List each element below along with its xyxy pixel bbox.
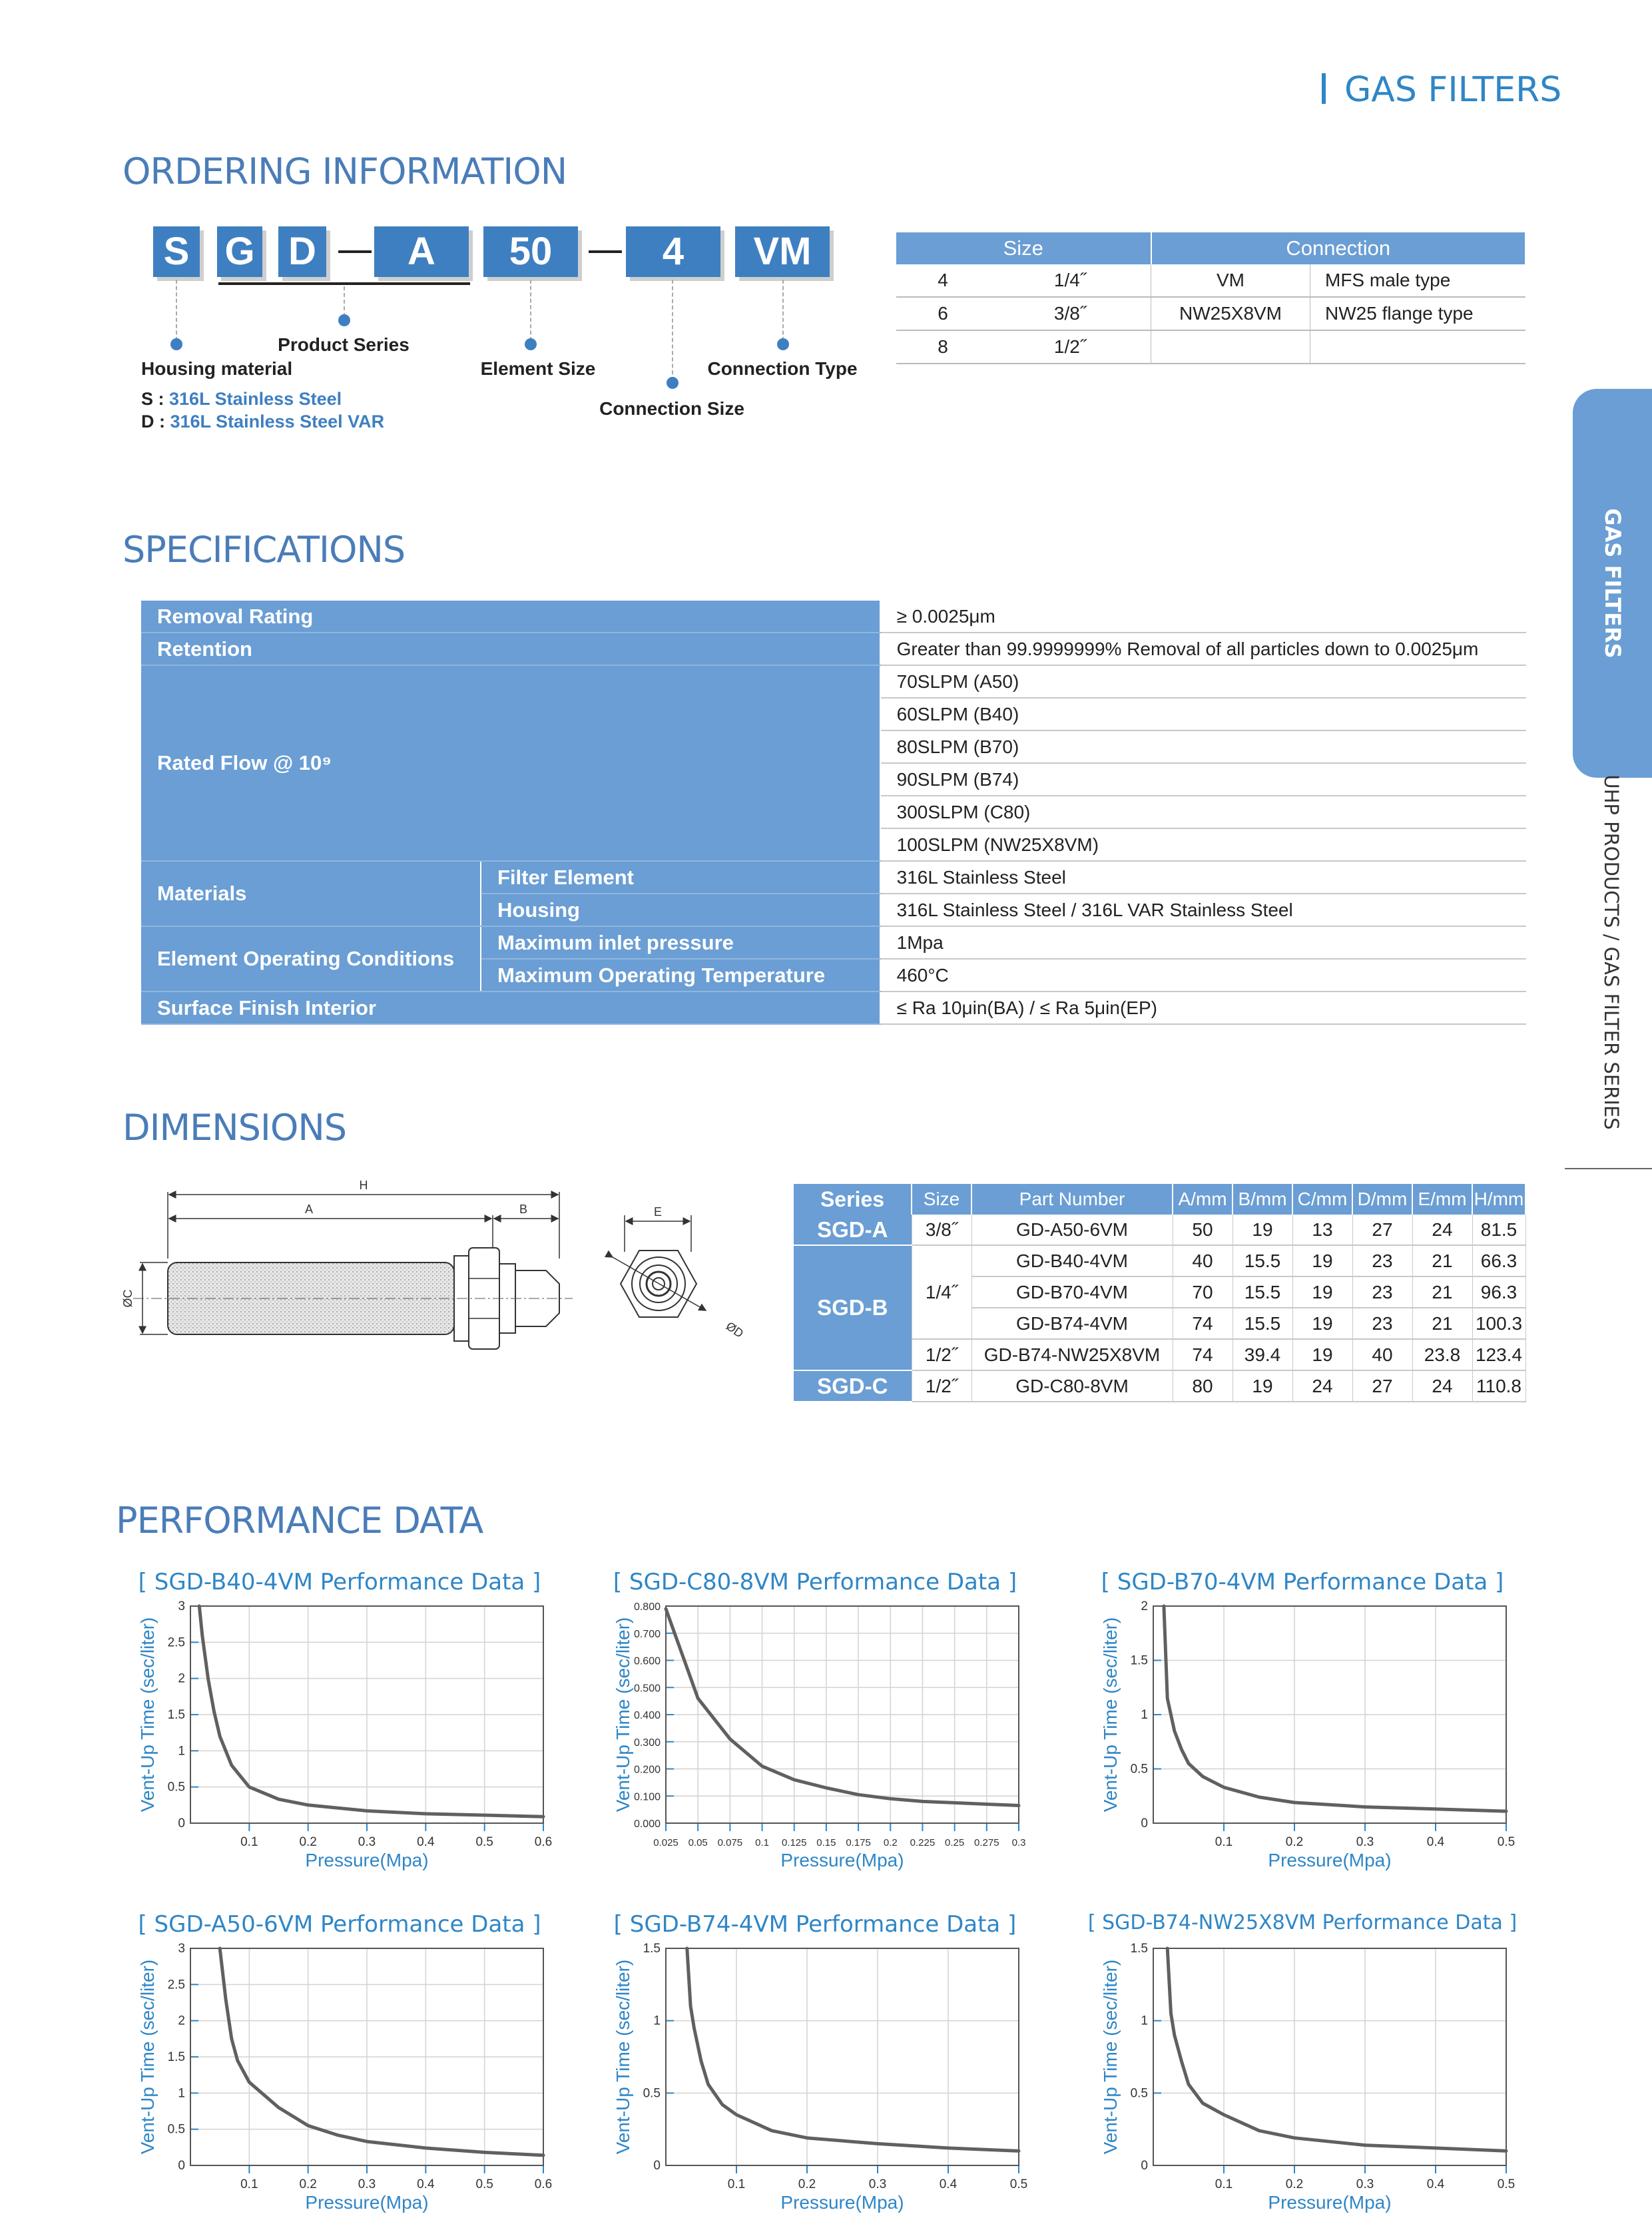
cell: 66.3	[1472, 1245, 1525, 1276]
y-tick-label: 2.5	[167, 1635, 185, 1650]
cell: 19	[1292, 1308, 1352, 1339]
x-axis-label: Pressure(Mpa)	[780, 2192, 904, 2213]
y-tick-label: 2.5	[167, 1978, 185, 1992]
page-header	[1322, 70, 1561, 110]
y-axis-label: Vent-Up Time (sec/liter)	[137, 1959, 158, 2155]
x-tick-label: 0.05	[688, 1837, 708, 1848]
spec-value: 90SLPM (B74)	[880, 763, 1526, 796]
spec-value: 1Mpa	[880, 926, 1526, 959]
size-cell: 1/4˝	[912, 1245, 971, 1339]
chart-sgd-b74	[582, 1911, 1048, 2231]
x-tick-label: 0.1	[727, 2177, 746, 2191]
dim-label-h: H	[359, 1179, 368, 1192]
spec-value: 316L Stainless Steel / 316L VAR Stainless Steel	[880, 894, 1526, 926]
y-tick-label: 0	[1141, 1817, 1148, 1830]
performance-title: PERFORMANCE DATA	[116, 1500, 483, 1541]
x-tick-label: 0.3	[358, 1835, 376, 1848]
y-tick-label: 3	[178, 1942, 185, 1956]
header-d: D/mm	[1352, 1184, 1412, 1215]
y-tick-label: 0.200	[633, 1764, 661, 1776]
plot-frame	[666, 1948, 1019, 2165]
y-tick-label: 1	[1141, 2014, 1148, 2028]
x-axis-label: Pressure(Mpa)	[305, 2192, 429, 2213]
table-row	[896, 297, 1525, 330]
header-part-number: Part Number	[971, 1184, 1173, 1215]
cell: 3/8˝	[989, 297, 1151, 330]
code-dash-1	[338, 250, 372, 253]
chart-plot	[582, 1911, 1048, 2191]
side-divider	[1565, 1168, 1652, 1169]
x-tick-label: 0.2	[1285, 1835, 1304, 1848]
product-series-underline	[218, 282, 470, 285]
chart-plot	[582, 1569, 1048, 1848]
x-tick-label: 0.5	[1009, 2177, 1028, 2191]
table-row	[896, 264, 1525, 297]
y-axis-label: Vent-Up Time (sec/liter)	[613, 1617, 633, 1813]
y-tick-label: 0.500	[633, 1683, 661, 1695]
cell: GD-A50-6VM	[971, 1215, 1173, 1245]
table-row	[141, 861, 1526, 894]
code-box-g: G	[217, 226, 262, 277]
series-line	[220, 1948, 543, 2155]
y-tick-label: 0.600	[633, 1655, 661, 1667]
size-cell: 3/8˝	[912, 1215, 971, 1245]
label-product-series: Product Series	[278, 334, 410, 355]
header-series: Series	[794, 1184, 912, 1215]
x-tick-label: 0.1	[1215, 1835, 1233, 1848]
chart-sgd-b40	[107, 1569, 573, 1888]
table-header-row	[794, 1184, 1525, 1215]
spec-value: 70SLPM (A50)	[880, 665, 1526, 698]
x-axis-label: Pressure(Mpa)	[1268, 1850, 1392, 1870]
cell: 19	[1292, 1339, 1352, 1370]
side-tab[interactable]	[1573, 389, 1652, 778]
y-tick-label: 0	[178, 2159, 185, 2173]
table-row	[141, 665, 1526, 698]
x-tick-label: 0.5	[475, 2177, 493, 2191]
y-tick-label: 0.100	[633, 1791, 661, 1803]
series-line	[666, 1609, 1019, 1805]
series-cell: SGD-C	[794, 1370, 912, 1402]
y-tick-label: 1	[178, 2086, 185, 2101]
series-line	[199, 1606, 543, 1817]
x-tick-label: 0.3	[358, 2177, 376, 2191]
cell: 19	[1233, 1215, 1292, 1245]
x-axis-label: Pressure(Mpa)	[780, 1850, 904, 1870]
x-tick-label: 0.075	[717, 1837, 743, 1848]
cell: 15.5	[1233, 1245, 1292, 1276]
cell: 100.3	[1472, 1308, 1525, 1339]
x-tick-label: 0.5	[475, 1835, 493, 1848]
series-line	[1167, 1948, 1506, 2151]
spec-sublabel: Maximum Operating Temperature	[481, 959, 880, 991]
x-tick-label: 0.2	[299, 2177, 317, 2191]
cell: 74	[1173, 1308, 1233, 1339]
y-tick-label: 0	[1141, 2159, 1148, 2173]
y-tick-label: 2	[178, 1671, 185, 1686]
code-box-element-size: 50	[483, 226, 578, 277]
cell: 24	[1412, 1370, 1472, 1402]
chart-title: [ SGD-B74-4VM Performance Data ]	[613, 1911, 1017, 1938]
code-dash-2	[589, 250, 622, 253]
material-option-d: D : 316L Stainless Steel VAR	[141, 412, 385, 431]
y-tick-label: 2	[1141, 1599, 1148, 1613]
x-tick-label: 0.3	[1356, 2177, 1374, 2191]
leader-series	[344, 286, 345, 317]
x-tick-label: 0.4	[417, 2177, 435, 2191]
y-axis-label: Vent-Up Time (sec/liter)	[1100, 1617, 1121, 1813]
code-box-connection-size: 4	[626, 226, 720, 277]
table-row	[794, 1215, 1525, 1245]
material-option-s: S : 316L Stainless Steel	[141, 389, 342, 409]
y-tick-label: 0.5	[167, 1780, 185, 1795]
specifications-table	[141, 601, 1526, 1025]
chart-plot	[1069, 1569, 1535, 1848]
label-connection-type: Connection Type	[707, 358, 858, 379]
cell: 74	[1173, 1339, 1233, 1370]
dimensions-table	[794, 1184, 1526, 1402]
cell: 24	[1412, 1215, 1472, 1245]
side-tab-label: GAS FILTERS	[1600, 508, 1625, 659]
series-cell: SGD-A	[794, 1215, 912, 1245]
y-axis-label: Vent-Up Time (sec/liter)	[613, 1959, 633, 2155]
dot-series	[338, 314, 350, 326]
x-tick-label: 0.1	[755, 1837, 769, 1848]
cell: 13	[1292, 1215, 1352, 1245]
cell: 110.8	[1472, 1370, 1525, 1402]
y-tick-label: 1.5	[643, 1942, 661, 1956]
dot-conn-type	[777, 338, 789, 350]
x-tick-label: 0.5	[1497, 1835, 1515, 1848]
cell: 21	[1412, 1245, 1472, 1276]
spec-value: 100SLPM (NW25X8VM)	[880, 828, 1526, 861]
leader-conn-size	[672, 280, 673, 381]
spec-value: 300SLPM (C80)	[880, 796, 1526, 828]
y-tick-label: 1.5	[167, 1708, 185, 1722]
dim-label-a: A	[304, 1203, 314, 1216]
cell: 21	[1412, 1308, 1472, 1339]
label-housing-material: Housing material	[141, 358, 293, 379]
cell: 8	[896, 330, 989, 364]
chart-sgd-b70	[1069, 1569, 1535, 1888]
y-tick-label: 1	[178, 1744, 185, 1759]
code-box-connection-type: VM	[735, 226, 830, 277]
cell: 23	[1352, 1276, 1412, 1308]
cell: 50	[1173, 1215, 1233, 1245]
series-line	[1164, 1606, 1506, 1811]
chart-sgd-b74-nw25	[1069, 1911, 1535, 2231]
spec-value: 80SLPM (B70)	[880, 730, 1526, 763]
spec-label: Surface Finish Interior	[141, 991, 880, 1024]
spec-value: 60SLPM (B40)	[880, 698, 1526, 730]
chart-sgd-c80	[582, 1569, 1048, 1888]
chart-title: [ SGD-B70-4VM Performance Data ]	[1101, 1569, 1504, 1595]
cell: 40	[1173, 1245, 1233, 1276]
x-tick-label: 0.2	[1285, 2177, 1304, 2191]
y-tick-label: 3	[178, 1599, 185, 1613]
cell: 1/4˝	[989, 264, 1151, 297]
header-h: H/mm	[1472, 1184, 1525, 1215]
y-tick-label: 1.5	[1130, 1942, 1148, 1956]
header-size: Size	[896, 232, 1151, 264]
cell: 123.4	[1472, 1339, 1525, 1370]
cell: MFS male type	[1310, 264, 1526, 297]
cell: 23.8	[1412, 1339, 1472, 1370]
x-tick-label: 0.15	[816, 1837, 836, 1848]
x-tick-label: 0.275	[974, 1837, 999, 1848]
spec-value: 460°C	[880, 959, 1526, 991]
x-tick-label: 0.6	[534, 2177, 553, 2191]
cell: 15.5	[1233, 1276, 1292, 1308]
cell: 96.3	[1472, 1276, 1525, 1308]
x-tick-label: 0.4	[939, 2177, 958, 2191]
dot-element	[525, 338, 537, 350]
cell: GD-B40-4VM	[971, 1245, 1173, 1276]
y-tick-label: 0.5	[1130, 2086, 1148, 2101]
header-connection: Connection	[1151, 232, 1526, 264]
cell: 23	[1352, 1308, 1412, 1339]
x-tick-label: 0.2	[883, 1837, 898, 1848]
cell: 6	[896, 297, 989, 330]
y-tick-label: 0.400	[633, 1710, 661, 1721]
x-tick-label: 0.225	[910, 1837, 936, 1848]
chart-title: [ SGD-B74-NW25X8VM Performance Data ]	[1087, 1911, 1517, 1934]
specifications-title: SPECIFICATIONS	[123, 529, 406, 571]
x-tick-label: 0.25	[945, 1837, 965, 1848]
cell: 70	[1173, 1276, 1233, 1308]
x-tick-label: 0.025	[653, 1837, 679, 1848]
y-tick-label: 0.800	[633, 1601, 661, 1613]
table-row	[794, 1370, 1525, 1402]
chart-plot	[107, 1911, 573, 2191]
side-category-text: UHP PRODUCTS / GAS FILTER SERIES	[1600, 774, 1623, 1130]
x-tick-label: 0.4	[417, 1835, 435, 1848]
spec-label: Materials	[141, 861, 481, 926]
x-tick-label: 0.3	[1011, 1837, 1026, 1848]
y-axis-label: Vent-Up Time (sec/liter)	[137, 1617, 158, 1813]
header-a: A/mm	[1173, 1184, 1233, 1215]
cell: 80	[1173, 1370, 1233, 1402]
table-row	[141, 926, 1526, 959]
cell: 24	[1292, 1370, 1352, 1402]
dim-label-d: ØD	[723, 1319, 746, 1341]
cell: 21	[1412, 1276, 1472, 1308]
x-tick-label: 0.125	[781, 1837, 807, 1848]
cell: 19	[1233, 1370, 1292, 1402]
x-tick-label: 0.1	[1215, 2177, 1233, 2191]
chart-sgd-a50	[107, 1911, 573, 2231]
spec-value: 316L Stainless Steel	[880, 861, 1526, 894]
leader-conn-type	[782, 280, 784, 341]
spec-value: Greater than 99.9999999% Removal of all particles down to 0.0025μm	[880, 633, 1526, 665]
x-tick-label: 0.3	[868, 2177, 887, 2191]
header-e: E/mm	[1412, 1184, 1472, 1215]
chart-plot	[1069, 1911, 1535, 2191]
y-tick-label: 0.700	[633, 1628, 661, 1640]
x-tick-label: 0.5	[1497, 2177, 1515, 2191]
x-tick-label: 0.1	[240, 1835, 258, 1848]
x-tick-label: 0.3	[1356, 1835, 1374, 1848]
label-element-size: Element Size	[480, 358, 596, 379]
x-tick-label: 0.2	[299, 1835, 317, 1848]
cell	[1151, 330, 1310, 364]
spec-label: Element Operating Conditions	[141, 926, 481, 991]
spec-sublabel: Maximum inlet pressure	[481, 926, 880, 959]
y-tick-label: 0.5	[643, 2086, 661, 2101]
cell: GD-B74-4VM	[971, 1308, 1173, 1339]
table-header-row	[896, 232, 1525, 264]
table-row	[141, 601, 1526, 633]
header-b: B/mm	[1233, 1184, 1292, 1215]
x-axis-label: Pressure(Mpa)	[305, 1850, 429, 1870]
cell	[1310, 330, 1526, 364]
y-tick-label: 0.5	[1130, 1762, 1148, 1777]
code-box-series: A	[374, 226, 469, 277]
chart-plot	[107, 1569, 573, 1848]
code-box-d: D	[278, 226, 326, 277]
size-cell: 1/2˝	[912, 1370, 971, 1402]
dimensions-title: DIMENSIONS	[123, 1107, 346, 1149]
dim-label-e: E	[653, 1205, 663, 1219]
y-tick-label: 1.5	[1130, 1653, 1148, 1668]
table-row	[794, 1245, 1525, 1276]
cell: NW25X8VM	[1151, 297, 1310, 330]
header-c: C/mm	[1292, 1184, 1352, 1215]
table-row	[141, 991, 1526, 1024]
cell: GD-B70-4VM	[971, 1276, 1173, 1308]
x-tick-label: 0.2	[798, 2177, 816, 2191]
cell: VM	[1151, 264, 1310, 297]
cell: 19	[1292, 1245, 1352, 1276]
cell: GD-C80-8VM	[971, 1370, 1173, 1402]
chart-title: [ SGD-A50-6VM Performance Data ]	[138, 1911, 541, 1938]
x-tick-label: 0.4	[1426, 2177, 1445, 2191]
x-tick-label: 0.6	[534, 1835, 553, 1848]
table-row	[141, 633, 1526, 665]
x-axis-label: Pressure(Mpa)	[1268, 2192, 1392, 2213]
size-connection-table	[896, 232, 1526, 364]
cell: 39.4	[1233, 1339, 1292, 1370]
spec-sublabel: Housing	[481, 894, 880, 926]
leader-housing	[176, 280, 177, 341]
y-tick-label: 0	[653, 2159, 661, 2173]
cell: 19	[1292, 1276, 1352, 1308]
cell: 1/2˝	[989, 330, 1151, 364]
header-bar	[1322, 73, 1326, 104]
cell: 23	[1352, 1245, 1412, 1276]
cell: 40	[1352, 1339, 1412, 1370]
cell: NW25 flange type	[1310, 297, 1526, 330]
y-tick-label: 0	[178, 1817, 185, 1830]
x-tick-label: 0.175	[846, 1837, 871, 1848]
spec-value: ≤ Ra 10μin(BA) / ≤ Ra 5μin(EP)	[880, 991, 1526, 1024]
code-box-housing: S	[153, 226, 200, 277]
y-tick-label: 1.5	[167, 2050, 185, 2064]
filter-dimension-drawing	[120, 1179, 779, 1358]
label-connection-size: Connection Size	[599, 398, 744, 419]
dot-housing	[170, 338, 182, 350]
cell: 27	[1352, 1370, 1412, 1402]
spec-sublabel: Filter Element	[481, 861, 880, 894]
x-tick-label: 0.4	[1426, 1835, 1445, 1848]
y-tick-label: 0.300	[633, 1737, 661, 1749]
cell: 81.5	[1472, 1215, 1525, 1245]
spec-label: Removal Rating	[141, 601, 880, 633]
cell: 15.5	[1233, 1308, 1292, 1339]
spec-label: Retention	[141, 633, 880, 665]
header-title: GAS FILTERS	[1344, 70, 1562, 110]
header-size: Size	[912, 1184, 971, 1215]
x-tick-label: 0.1	[240, 2177, 258, 2191]
series-cell: SGD-B	[794, 1245, 912, 1370]
y-axis-label: Vent-Up Time (sec/liter)	[1100, 1959, 1121, 2155]
table-row	[896, 330, 1525, 364]
y-tick-label: 0.000	[633, 1818, 661, 1830]
y-tick-label: 2	[178, 2014, 185, 2028]
plot-frame	[1153, 1948, 1506, 2165]
spec-label: Rated Flow @ 10⁹	[141, 665, 880, 861]
chart-title: [ SGD-B40-4VM Performance Data ]	[138, 1569, 541, 1595]
spec-value: ≥ 0.0025μm	[880, 601, 1526, 633]
cell: 27	[1352, 1215, 1412, 1245]
dot-conn-size	[667, 377, 679, 389]
y-tick-label: 0.5	[167, 2122, 185, 2137]
y-tick-label: 1	[653, 2014, 661, 2028]
y-tick-label: 1	[1141, 1708, 1148, 1722]
dim-label-b: B	[519, 1203, 528, 1216]
chart-title: [ SGD-C80-8VM Performance Data ]	[613, 1569, 1017, 1595]
leader-element	[530, 280, 531, 341]
size-cell: 1/2˝	[912, 1339, 971, 1370]
dim-label-c: ØC	[121, 1289, 135, 1308]
cell: 4	[896, 264, 989, 297]
ordering-title: ORDERING INFORMATION	[123, 150, 567, 192]
cell: GD-B74-NW25X8VM	[971, 1339, 1173, 1370]
